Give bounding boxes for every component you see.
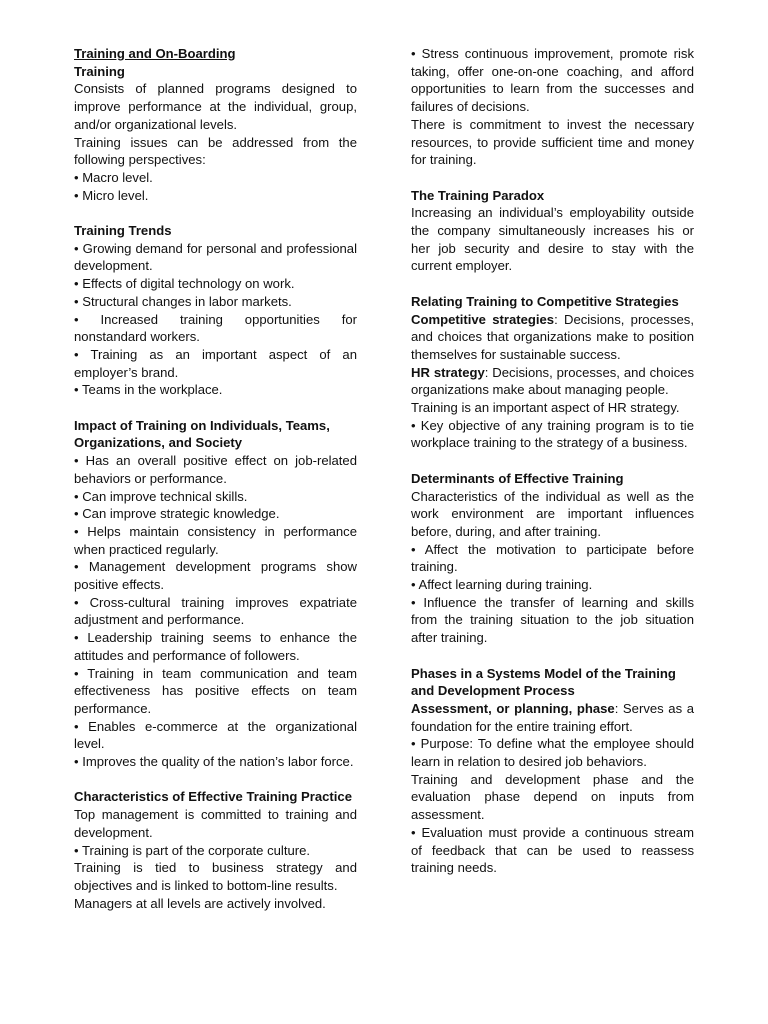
bullet-item: • Structural changes in labor markets. — [74, 293, 292, 309]
bullet-item: • Evaluation must provide a continuous stream of feedback that can be used to reassess training needs. — [411, 824, 694, 876]
bullet-item: • Leadership training seems to enhance the attitudes and performance of followers. — [74, 630, 357, 663]
definition-paragraph — [411, 364, 694, 399]
bullet-item: • Effects of digital technology on work. — [74, 276, 295, 292]
paragraph: Training is tied to business strategy and objectives and is linked to bottom-line results. — [74, 860, 357, 893]
spacer — [411, 169, 694, 187]
bullet-item: • Key objective of any training program is to tie workplace training to the strategy of a business. — [411, 417, 694, 451]
spacer — [74, 204, 357, 222]
bullet-item: • Has an overall positive effect on job-related behaviors or performance. — [74, 453, 357, 486]
bullet-item: • Can improve technical skills. — [74, 488, 248, 504]
section-heading: Training and On-Boarding — [74, 46, 236, 61]
paragraph: Training is an important aspect of HR strategy. — [411, 400, 680, 416]
bullet-item: • Enables e-commerce at the organizational level. — [74, 718, 357, 752]
spacer — [411, 647, 694, 665]
bullet-item: • Affect learning during training. — [411, 577, 593, 593]
bullet-item: • Stress continuous improvement, promote risk taking, offer one-on-one coaching, and afford opportunities to learn from the successes and failures of decisions. — [411, 46, 694, 115]
section-heading: Training Trends — [74, 223, 172, 239]
right-column — [411, 45, 694, 877]
bullet-item: • Influence the transfer of learning and skills from the training situation to the job situation after training. — [411, 594, 694, 646]
section-heading: The Training Paradox — [411, 187, 545, 203]
spacer — [411, 452, 694, 470]
section-heading: Phases in a Systems Model of the Training and Development Process — [411, 665, 676, 699]
bullet-item: • Can improve strategic knowledge. — [74, 506, 280, 522]
paragraph: Characteristics of the individual as well as the work environment are important influences before, during, and after training. — [411, 488, 694, 539]
bullet-item: • Helps maintain consistency in performance when practiced regularly. — [74, 523, 357, 557]
definition-paragraph — [411, 700, 694, 735]
bullet-item: • Teams in the workplace. — [74, 382, 223, 398]
bullet-item: • Improves the quality of the nation’s labor force. — [74, 754, 354, 770]
paragraph: There is commitment to invest the necessary resources, to provide sufficient time and money for training. — [411, 116, 694, 168]
bullet-item: • Affect the motivation to participate before training. — [411, 541, 694, 575]
definition-text: : Decisions, processes, and choices organizations make about managing people. — [411, 364, 694, 398]
definition-term: Assessment, or planning, phase — [411, 700, 615, 716]
section-heading: Relating Training to Competitive Strategies — [411, 293, 679, 309]
spacer — [74, 771, 357, 789]
paragraph: Top management is committed to training and development. — [74, 807, 357, 840]
bullet-item: • Purpose: To define what the employee should learn in relation to desired job behaviors. — [411, 736, 694, 770]
section-heading: Impact of Training on Individuals, Teams, Organizations, and Society — [74, 417, 330, 451]
bullet-item: • Increased training opportunities for nonstandard workers. — [74, 311, 357, 345]
left-column — [74, 45, 357, 912]
spacer — [411, 275, 694, 293]
bullet-item: • Growing demand for personal and professional development. — [74, 240, 357, 274]
bullet-item: • Cross-cultural training improves expatriate adjustment and performance. — [74, 594, 357, 628]
paragraph: Training and development phase and the evaluation phase depend on inputs from assessment. — [411, 771, 694, 823]
section-heading: Determinants of Effective Training — [411, 470, 624, 486]
definition-term: HR strategy — [411, 364, 485, 380]
definition-text: : Serves as a foundation for the entire training effort. — [411, 700, 694, 734]
paragraph: Managers at all levels are actively involved. — [74, 895, 326, 911]
bullet-item: • Micro level. — [74, 187, 149, 203]
definition-term: Competitive strategies — [411, 311, 555, 327]
paragraph: Training issues can be addressed from the following perspectives: — [74, 134, 357, 168]
bullet-item: • Training as an important aspect of an employer’s brand. — [74, 346, 357, 380]
paragraph: Increasing an individual’s employability outside the company simultaneously increases his or her job security and desire to stay with the current employer. — [411, 205, 694, 274]
section-heading: Training — [74, 63, 125, 79]
bullet-item: • Training is part of the corporate culture. — [74, 842, 311, 858]
paragraph: Consists of planned programs designed to improve performance at the individual, group, and/or organizational levels. — [74, 81, 357, 132]
section-heading: Characteristics of Effective Training Practice — [74, 789, 352, 805]
bullet-item: • Management development programs show positive effects. — [74, 559, 357, 593]
spacer — [74, 399, 357, 417]
bullet-item: • Macro level. — [74, 169, 153, 185]
definition-paragraph — [411, 311, 694, 364]
definition-text: : Decisions, processes, and choices that organizations make to position themselves for sustainable success. — [411, 311, 694, 362]
bullet-item: • Training in team communication and team effectiveness has positive effects on team performance. — [74, 665, 357, 716]
